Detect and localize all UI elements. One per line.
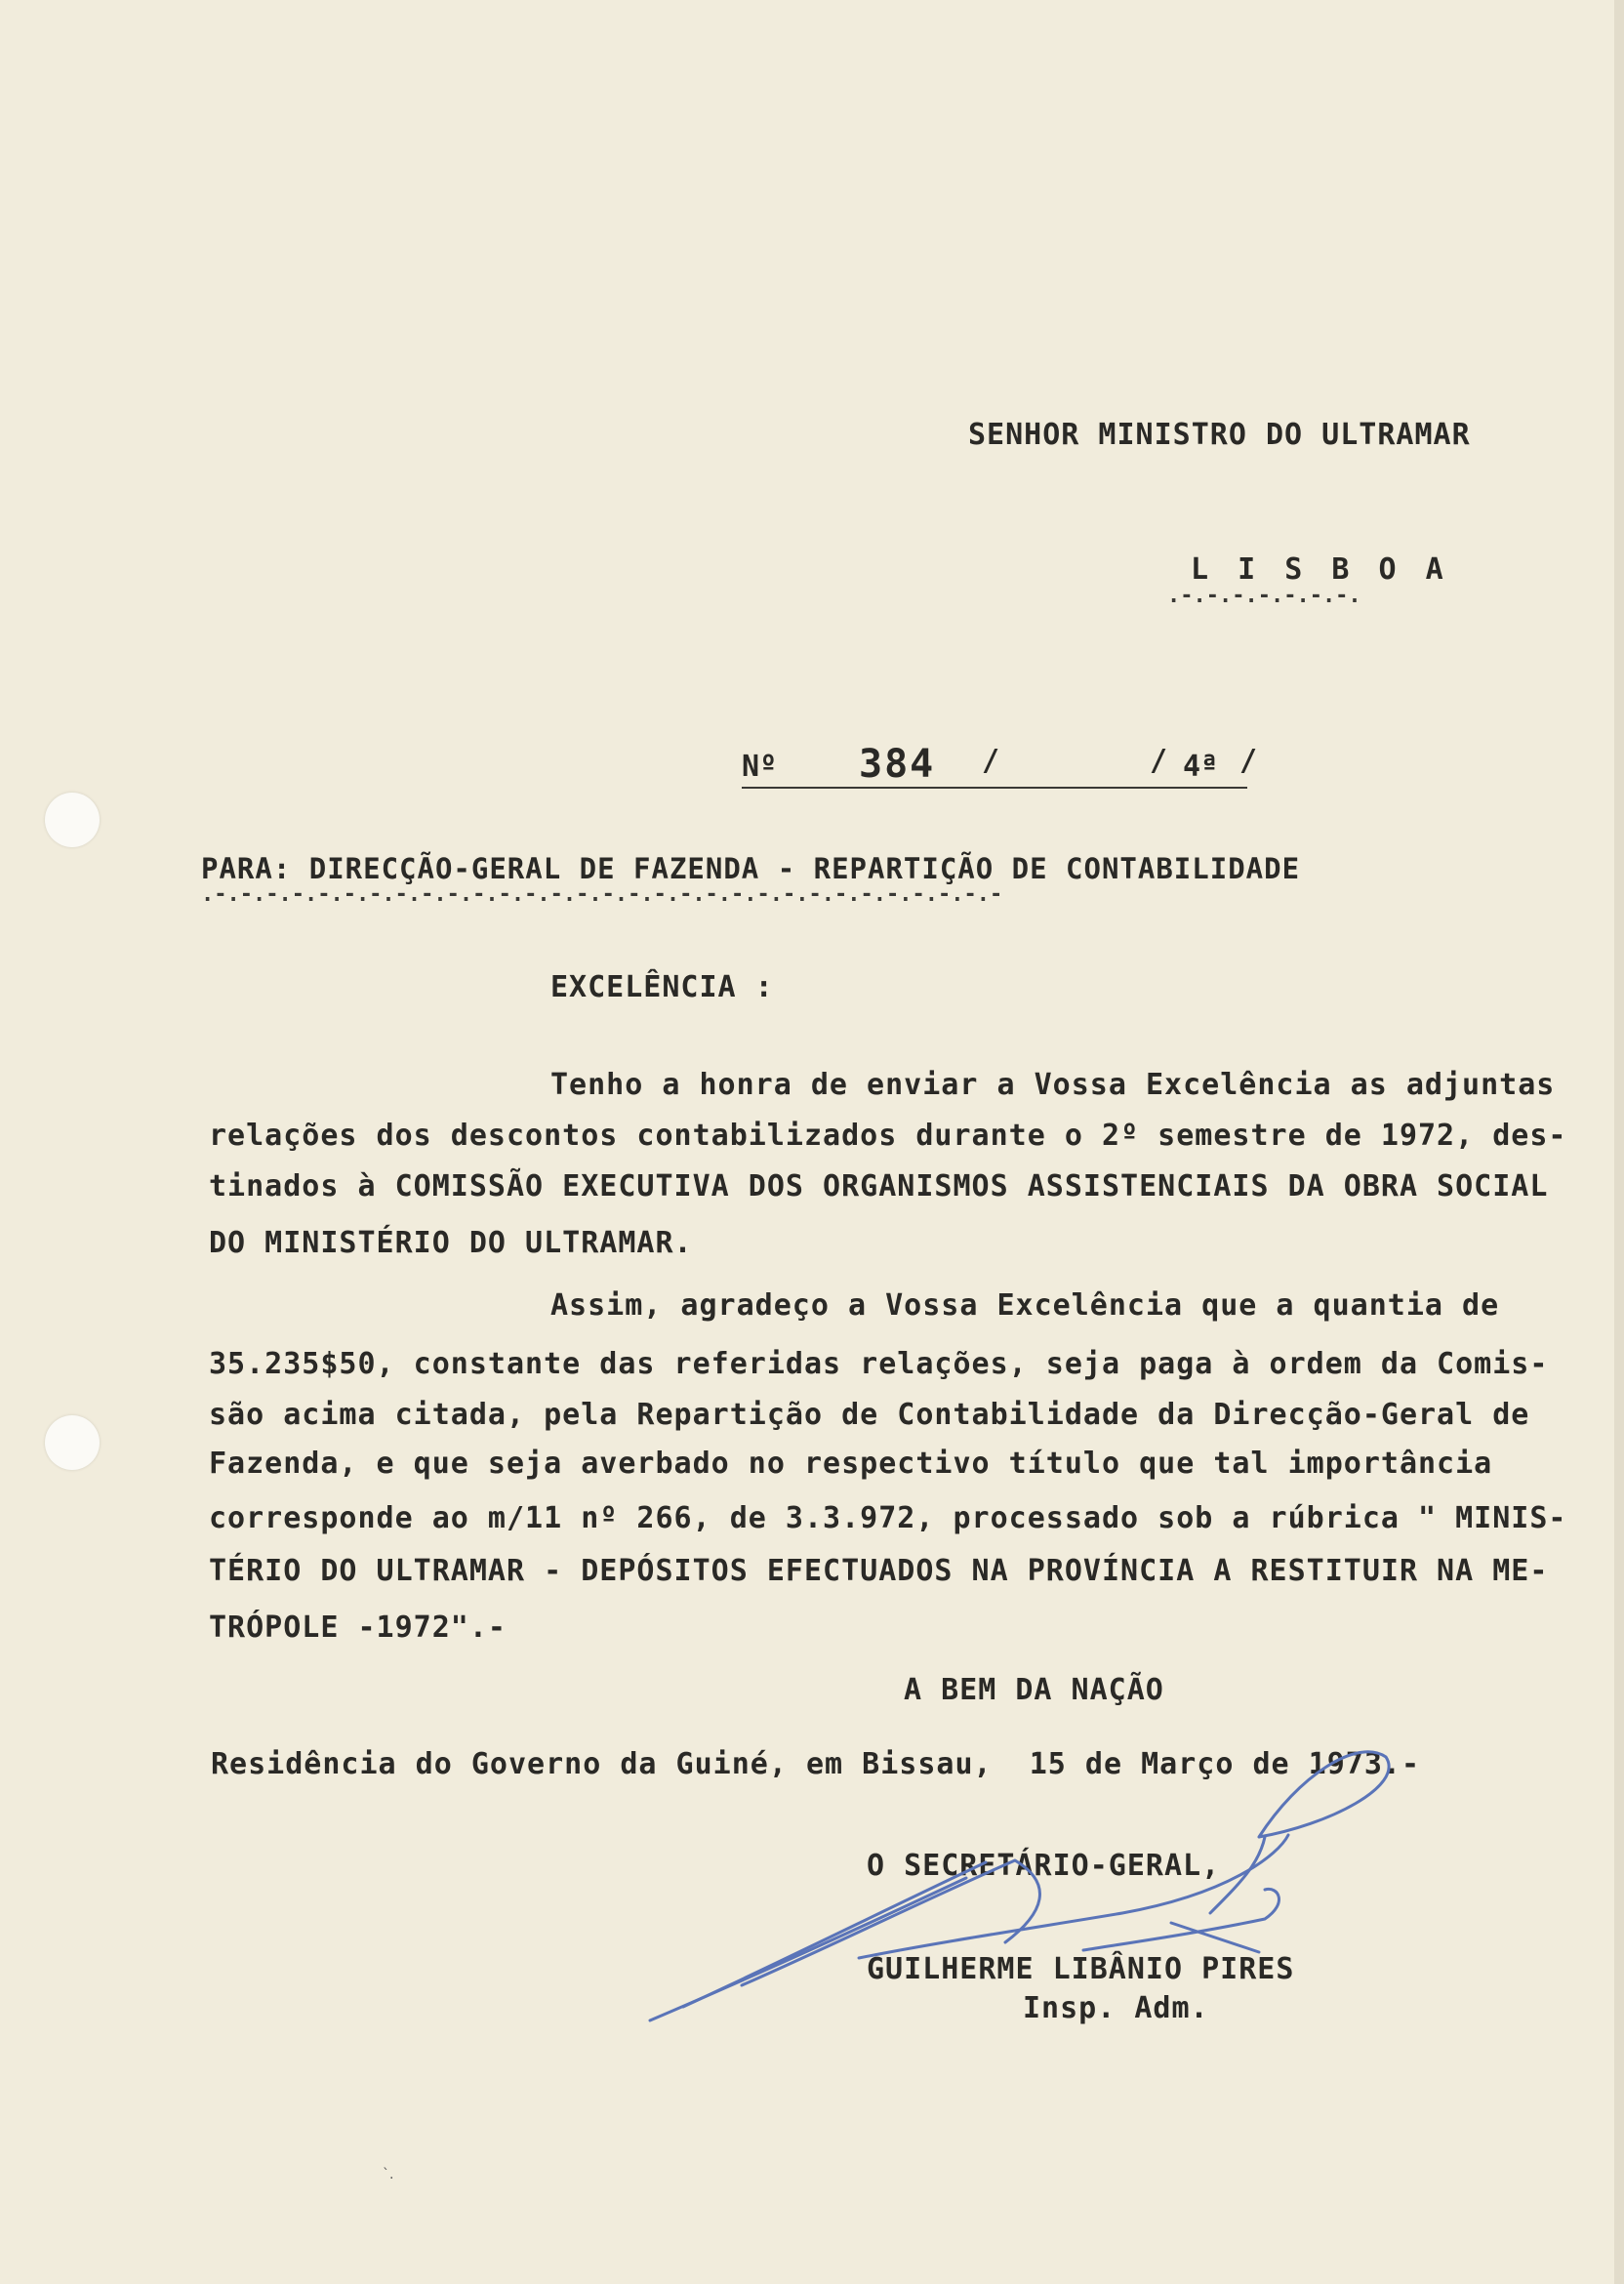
signatory-name: GUILHERME LIBÂNIO PIRES xyxy=(867,1952,1295,1986)
para-underline: .-.-.-.-.-.-.-.-.-.-.-.-.-.-.-.-.-.-.-.-.-.-.-.-.-.-.-.-.-.-.- xyxy=(201,882,1003,907)
paragraph-1-line: relações dos descontos contabilizados durante o 2º semestre de 1972, des- xyxy=(209,1119,1567,1153)
closing-motto: A BEM DA NAÇÃO xyxy=(904,1673,1164,1707)
city: L I S B O A xyxy=(1191,552,1449,587)
reference-slash-2: / xyxy=(1150,744,1168,778)
paragraph-2-line: TÉRIO DO ULTRAMAR - DEPÓSITOS EFECTUADOS NA PROVÍNCIA A RESTITUIR NA ME- xyxy=(209,1554,1549,1588)
reference-slash-3: / xyxy=(1239,744,1258,778)
paragraph-2-line: Fazenda, e que seja averbado no respectivo título que tal importância xyxy=(209,1447,1493,1481)
paragraph-1-line: tinados à COMISSÃO EXECUTIVA DOS ORGANISMOS ASSISTENCIAIS DA OBRA SOCIAL xyxy=(209,1169,1549,1203)
paragraph-2-line: Assim, agradeço a Vossa Excelência que a quantia de xyxy=(550,1288,1500,1323)
paragraph-2-line: são acima citada, pela Repartição de Contabilidade da Direcção-Geral de xyxy=(209,1398,1530,1432)
reference-section: 4ª xyxy=(1183,750,1219,784)
place-and-date: Residência do Governo da Guiné, em Bissau, 15 de Março de 1973.- xyxy=(211,1747,1420,1781)
paragraph-2-line: corresponde ao m/11 nº 266, de 3.3.972, processado sob a rúbrica " MINIS- xyxy=(209,1501,1567,1535)
paragraph-1-line: DO MINISTÉRIO DO ULTRAMAR. xyxy=(209,1226,693,1260)
punch-hole-bottom xyxy=(45,1415,100,1470)
reference-rule xyxy=(742,787,1247,789)
punch-hole-top xyxy=(45,793,100,847)
stray-mark: `. xyxy=(383,2167,394,2182)
addressee: SENHOR MINISTRO DO ULTRAMAR xyxy=(968,418,1471,452)
signatory-role: Insp. Adm. xyxy=(1023,1991,1209,2025)
paragraph-2-line: 35.235$50, constante das referidas relações, seja paga à ordem da Comis- xyxy=(209,1347,1549,1381)
city-underline: .-.-.-.-.-.-.-. xyxy=(1167,584,1361,608)
paragraph-2-line: TRÓPOLE -1972".- xyxy=(209,1611,507,1645)
para-line: PARA: DIRECÇÃO-GERAL DE FAZENDA - REPARTIÇÃO DE CONTABILIDADE xyxy=(201,852,1301,885)
signatory-title: O SECRETÁRIO-GERAL, xyxy=(867,1849,1221,1883)
reference-slash-1: / xyxy=(982,744,1000,778)
paragraph-1-line: Tenho a honra de enviar a Vossa Excelência as adjuntas xyxy=(550,1068,1556,1102)
salutation: EXCELÊNCIA : xyxy=(550,970,774,1004)
reference-number-value: 384 xyxy=(859,742,936,787)
reference-prefix: Nº xyxy=(742,750,778,784)
